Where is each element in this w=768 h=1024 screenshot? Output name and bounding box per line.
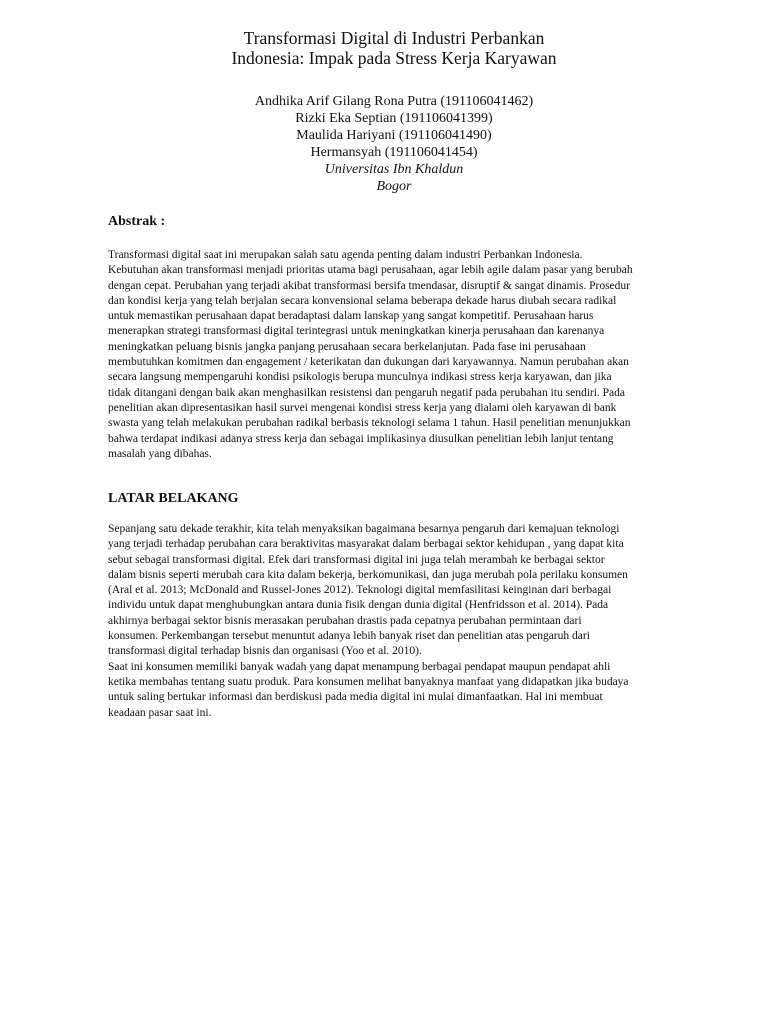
abstract-line: membutuhkan komitmen dan engagement / keterikatan dan dukungan dari karyawannya. Namun perubahan akan [108, 356, 629, 369]
background-body [108, 522, 698, 721]
background-line: (Aral et al. 2013; McDonald and Russel-Jones 2012). Teknologi digital memfasilitasi keinginan dari berbagai [108, 584, 612, 597]
abstract-line: secara langsung mempengaruhi kondisi psikologis berupa munculnya indikasi stress kerja karyawan, dan jika [108, 371, 612, 384]
abstract-line: tidak ditangani dengan baik akan menghasilkan resistensi dan pengaruh negatif pada perubahan itu sendiri. Pada [108, 386, 626, 399]
background-line: transformasi digital terhadap bisnis dan organisasi (Yoo et al. 2010). [108, 645, 422, 658]
university-name: Universitas Ibn Khaldun [324, 162, 464, 177]
abstract-line: penelitian akan dipresentasikan hasil survei mengenai kondisi stress kerja yang dialami oleh karyawan di bank [108, 401, 617, 414]
background-line: Sepanjang satu dekade terakhir, kita telah menyaksikan bagaimana besarnya pengaruh dari kemajuan teknologi [108, 523, 620, 535]
abstract-body [108, 248, 698, 462]
background-line: keadaan pasar saat ini. [108, 706, 212, 719]
abstract-line: Transformasi digital saat ini merupakan salah satu agenda penting dalam industri Perbankan Indonesia. [108, 249, 583, 261]
background-line: yang terjadi terhadap perubahan cara beraktivitas masyarakat dalam berbagai sektor kehidupan , yang dapat kita [108, 538, 624, 551]
abstract-line: untuk memastikan perusahaan dapat beradaptasi dalam lanskap yang sangat kompetitif. Perusahaan harus [108, 310, 594, 323]
background-heading: LATAR BELAKANG [108, 491, 239, 506]
background-line: akhirnya berbagai sektor bisnis merasakan perubahan drastis pada cepatnya perubahan permintaan dari [108, 614, 582, 627]
paper-title [0, 28, 768, 68]
title-line-1: Transformasi Digital di Industri Perbankan [243, 28, 545, 48]
city-name: Bogor [376, 179, 412, 194]
author-name: Andhika Arif Gilang Rona Putra (191106041462) [254, 94, 534, 109]
abstract-line: bahwa terdapat indikasi adanya stress kerja dan sebagai implikasinya diusulkan penelitian lebih lanjut tentang [108, 432, 614, 445]
author-name: Maulida Hariyani (191106041490) [296, 128, 492, 143]
background-line: sebut sebagai transformasi digital. Efek dari transformasi digital ini juga telah merambah ke berbagai sektor [108, 553, 605, 566]
abstract-line: Kebutuhan akan transformasi menjadi prioritas utama bagi perusahaan, agar lebih agile dalam pasar yang berubah [108, 264, 633, 277]
author-name: Hermansyah (191106041454) [310, 145, 478, 160]
abstract-line: dan kondisi kerja yang telah berjalan secara konvensional selama beberapa dekade harus diubah secara radikal [108, 294, 617, 307]
background-line: konsumen. Perkembangan tersebut menuntut adanya lebih banyak riset dan penelitian atas pengaruh dari [108, 630, 590, 643]
background-line: individu untuk dapat menghubungkan antara dunia fisik dengan dunia digital (Henfridsson et al. 2014). Pada [108, 599, 609, 612]
author-name: Rizki Eka Septian (191106041399) [295, 111, 493, 126]
abstract-line: masalah yang dibahas. [108, 447, 212, 460]
abstract-line: meningkatkan peluang bisnis jangka panjang perusahaan secara berkelanjutan. Pada fase ini perusahaan [108, 340, 586, 353]
abstract-heading: Abstrak : [108, 214, 166, 229]
abstract-line: swasta yang telah melakukan perubahan radikal berbasis teknologi selama 1 tahun. Hasil penelitian menunjukkan [108, 417, 631, 430]
abstract-line: dengan cepat. Perubahan yang terjadi akibat transformasi bersifa tmendasar, disruptif & sangat dinamis. Prosedur [108, 279, 630, 292]
background-line: untuk saling bertukar informasi dan berdiskusi pada media digital ini mulai dimanfaatkan. Hal ini membuat [108, 691, 603, 704]
abstract-line: menerapkan strategi transformasi digital terintegrasi untuk meningkatkan kinerja perusahaan dan karenanya [108, 325, 605, 338]
title-line-2: Indonesia: Impak pada Stress Kerja Karyawan [231, 48, 557, 68]
background-line: dalam bisnis seperti merubah cara kita dalam bekerja, berkomunikasi, dan juga merubah pola perilaku konsumen [108, 568, 628, 581]
background-line: ketika membahas tentang suatu produk. Para konsumen melihat banyaknya manfaat yang didapatkan jika budaya [108, 675, 629, 688]
background-line: Saat ini konsumen memiliki banyak wadah yang dapat menampung berbagai pendapat maupun pendapat ahli [108, 660, 611, 673]
author-block [0, 93, 768, 195]
